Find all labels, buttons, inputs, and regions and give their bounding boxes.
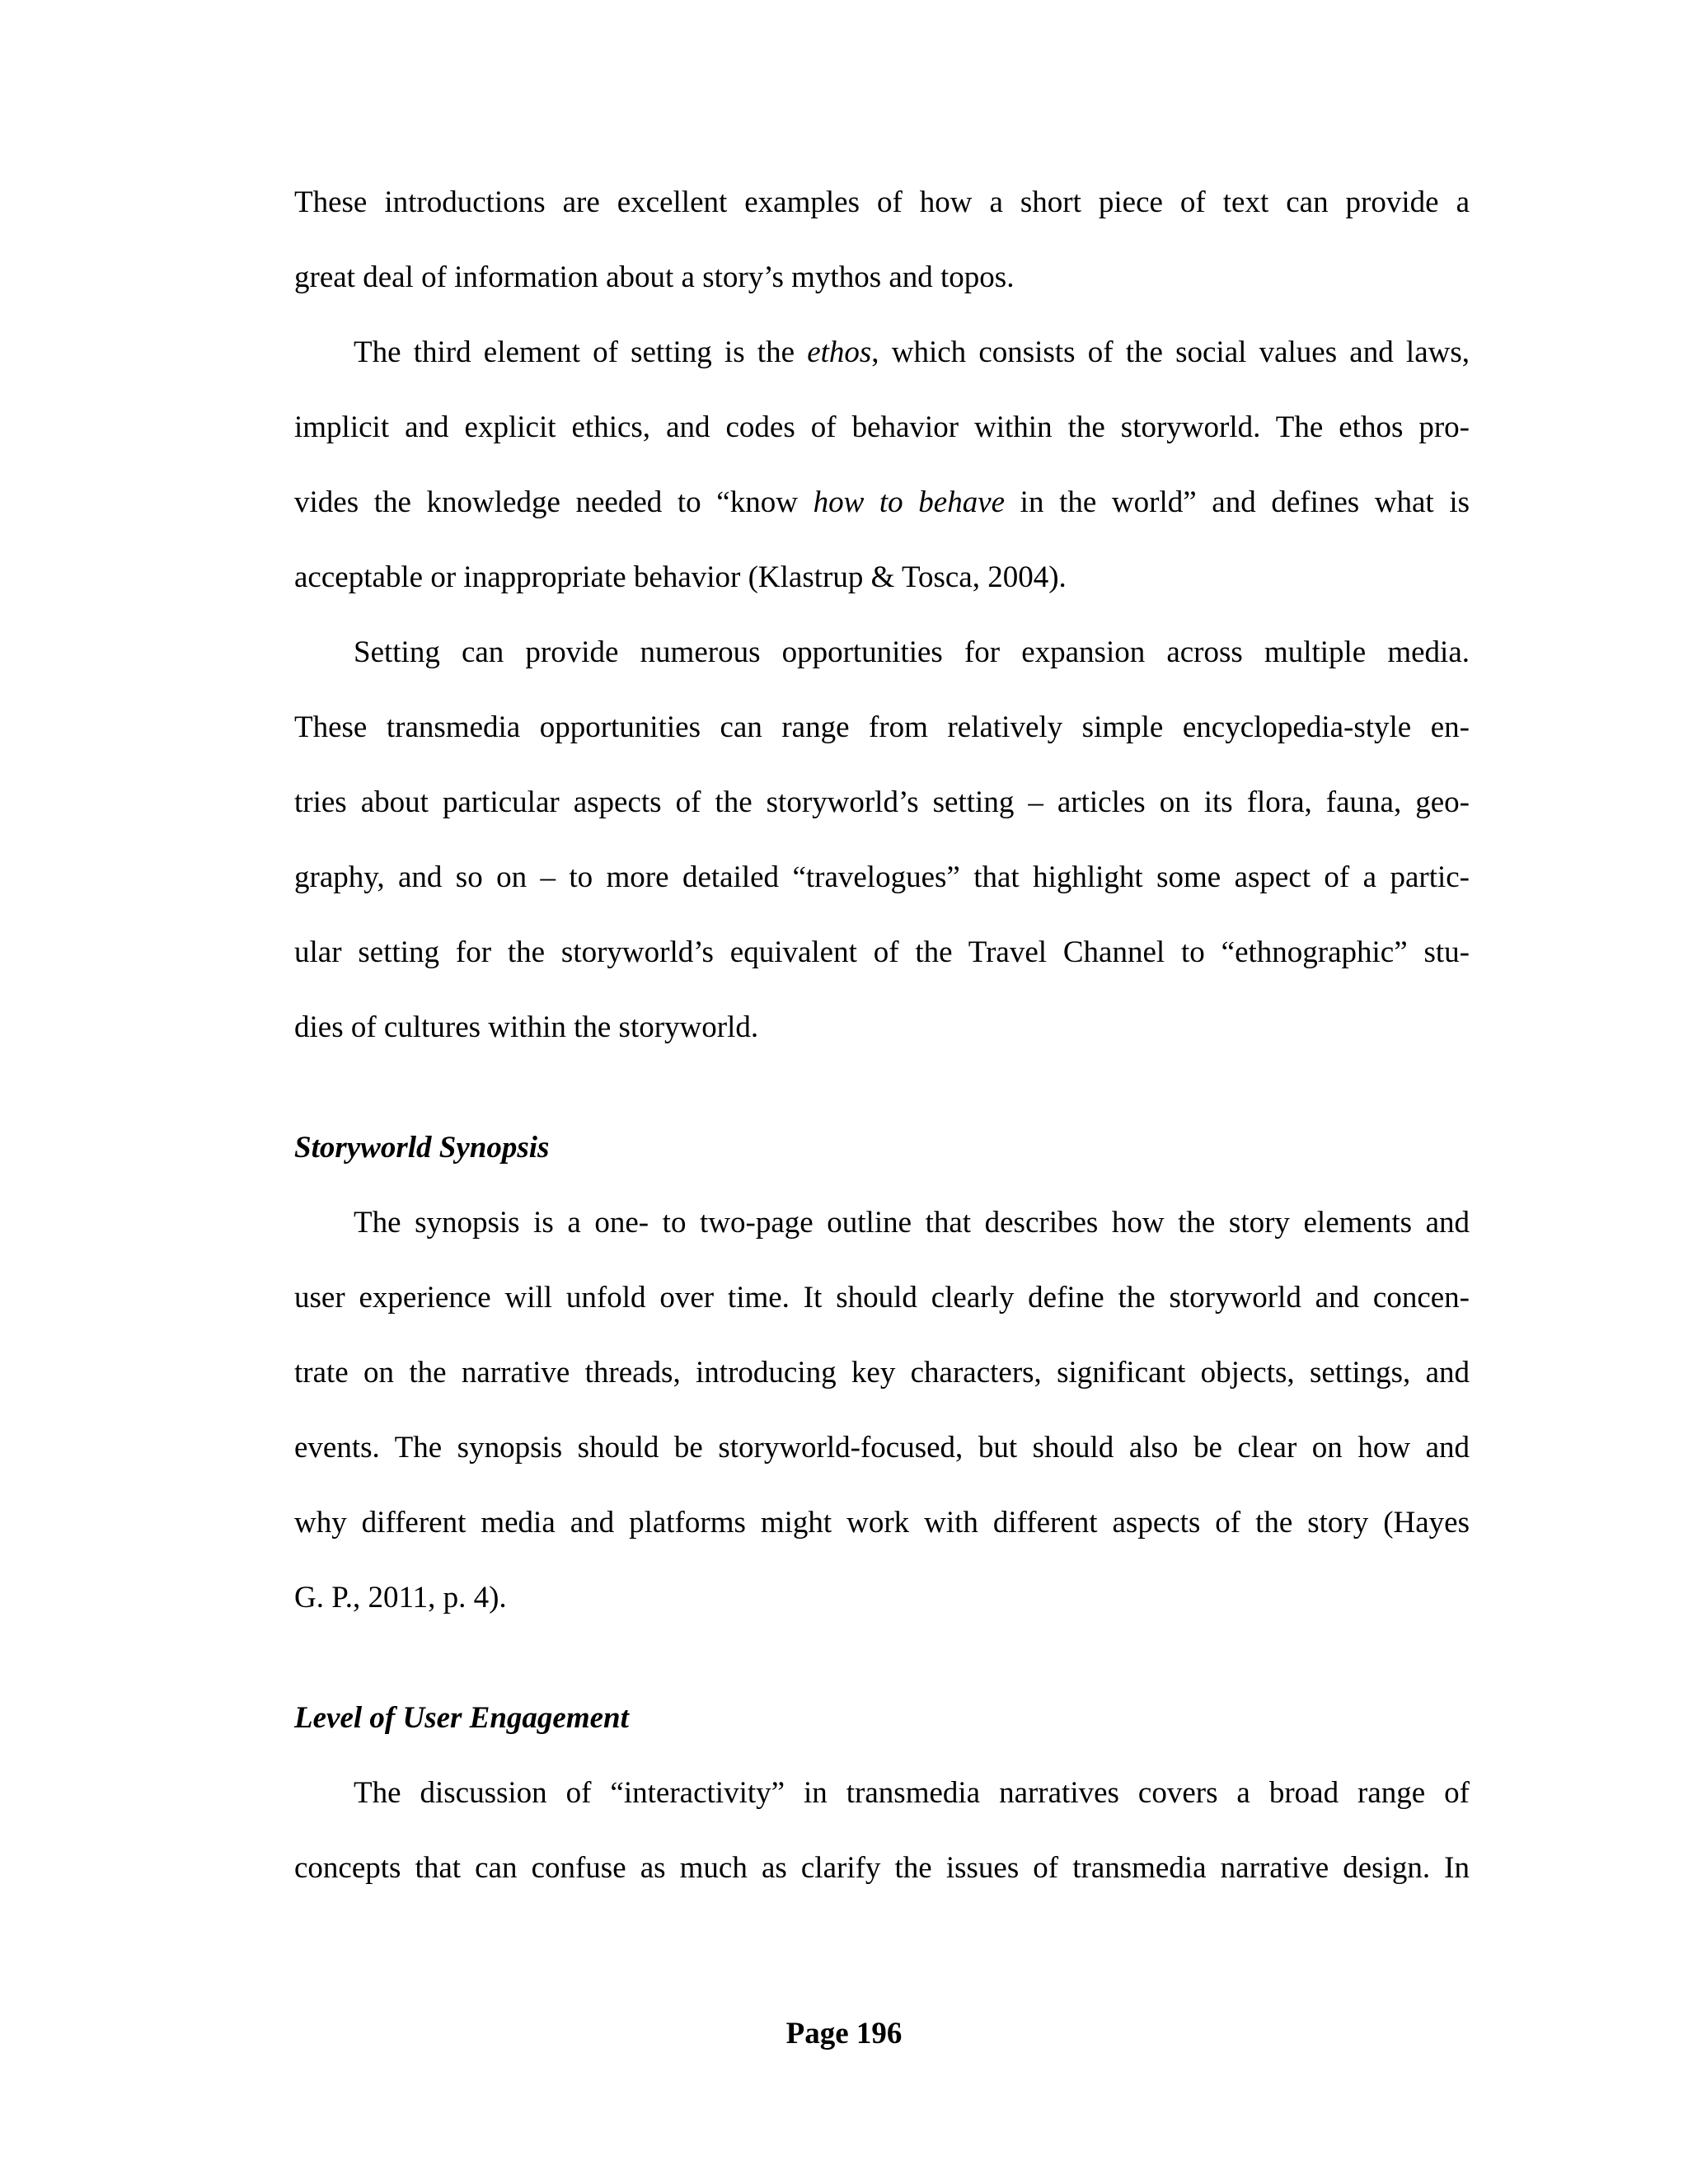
text-run: in the world” and defines what is xyxy=(1005,485,1470,519)
paragraph-line: acceptable or inappropriate behavior (Klastrup & Tosca, 2004). xyxy=(294,560,1067,594)
emphasis-term: how to behave xyxy=(813,485,1006,519)
text-run: , which consists of the social values and laws, xyxy=(871,335,1470,369)
text-run: vides the knowledge needed to “know xyxy=(294,485,814,519)
paragraph-line: user experience will unfold over time. It should clearly define the storyworld and concen- xyxy=(294,1281,1470,1315)
paragraph-line: The synopsis is a one- to two-page outline that describes how the story elements and xyxy=(354,1206,1470,1240)
text-run: The third element of setting is the xyxy=(354,335,808,369)
paragraph-line: events. The synopsis should be storyworld-focused, but should also be clear on how and xyxy=(294,1431,1470,1465)
paragraph-line: ular setting for the storyworld’s equivalent of the Travel Channel to “ethnographic” stu- xyxy=(294,935,1470,969)
paragraph-line: Setting can provide numerous opportunities for expansion across multiple media. xyxy=(354,635,1470,669)
paragraph-line: dies of cultures within the storyworld. xyxy=(294,1010,759,1044)
paragraph-line: graphy, and so on – to more detailed “travelogues” that highlight some aspect of a partic- xyxy=(294,860,1470,894)
section-heading: Storyworld Synopsis xyxy=(294,1131,550,1165)
paragraph-line: implicit and explicit ethics, and codes of behavior within the storyworld. The ethos pro- xyxy=(294,410,1470,444)
paragraph-line xyxy=(294,483,1470,523)
paragraph-line: trate on the narrative threads, introducing key characters, significant objects, settings, and xyxy=(294,1356,1470,1390)
page-number: Page 196 xyxy=(785,2017,903,2050)
section-heading: Level of User Engagement xyxy=(294,1701,629,1735)
paragraph-line: G. P., 2011, p. 4). xyxy=(294,1581,507,1615)
paragraph-line: concepts that can confuse as much as clarify the issues of transmedia narrative design. In xyxy=(294,1851,1470,1885)
emphasis-term: ethos xyxy=(807,335,872,369)
paragraph-line: The discussion of “interactivity” in transmedia narratives covers a broad range of xyxy=(354,1776,1470,1810)
paragraph-line: tries about particular aspects of the storyworld’s setting – articles on its flora, fauna, geo- xyxy=(294,785,1470,819)
paragraph-line: These introductions are excellent examples of how a short piece of text can provide a xyxy=(294,185,1470,219)
paragraph-line: These transmedia opportunities can range from relatively simple encyclopedia-style en- xyxy=(294,710,1470,744)
paragraph-line xyxy=(354,333,1470,373)
paragraph-line: great deal of information about a story’s mythos and topos. xyxy=(294,260,1015,294)
paragraph-line: why different media and platforms might work with different aspects of the story (Hayes xyxy=(294,1506,1470,1540)
